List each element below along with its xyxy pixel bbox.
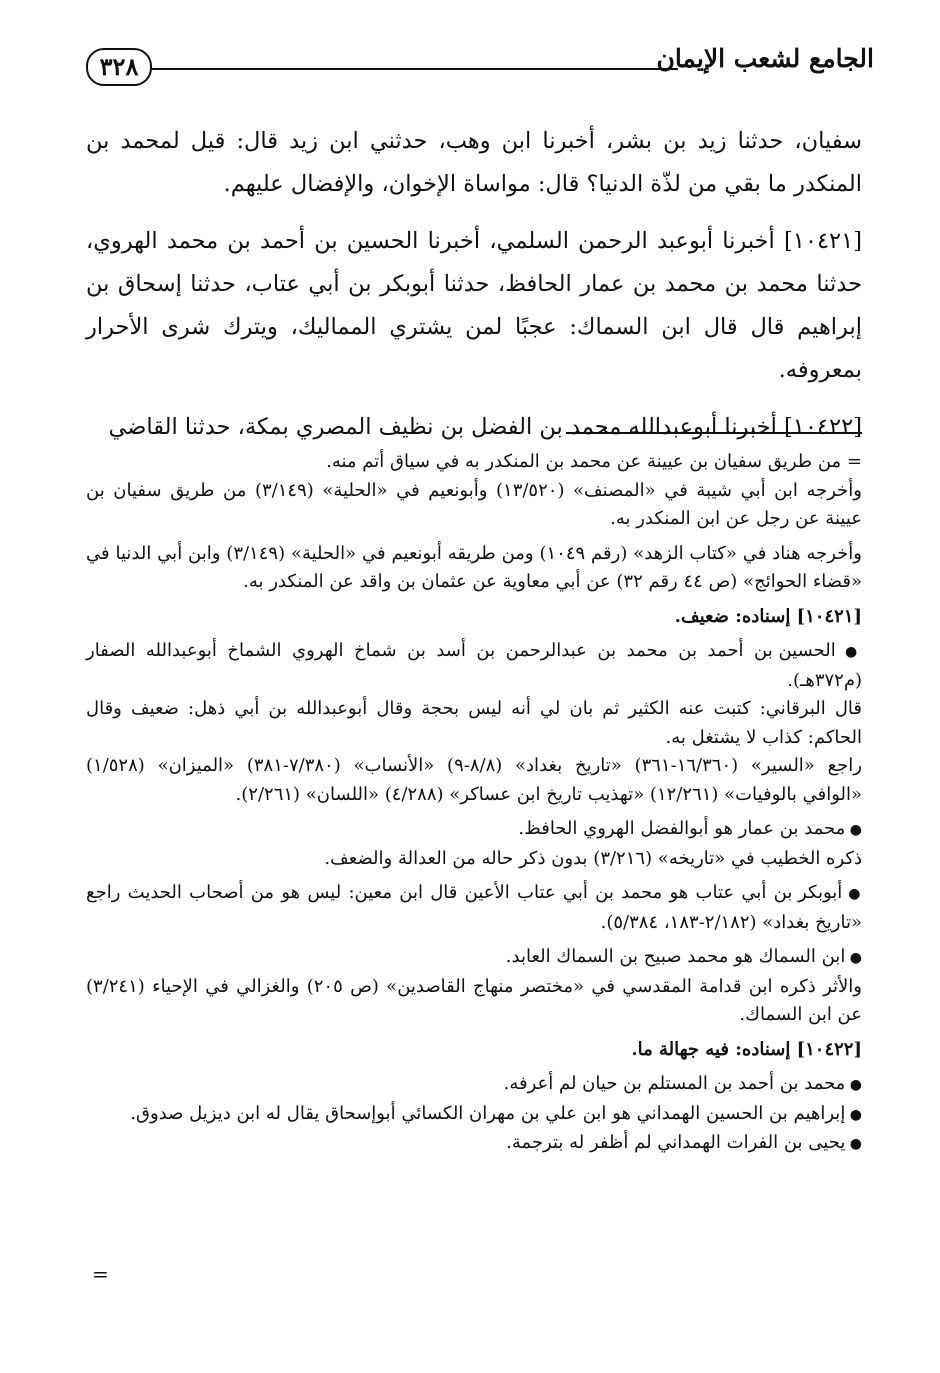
page-header: [86, 38, 874, 100]
footnote-line: راجع «السير» (١٦/٣٦٠-٣٦١) «تاريخ بغداد» (٨/٨-٩) «الأنساب» (٧/٣٨٠-٣٨١) «الميزان» (١/٥٢٨) «الوافي بالوفيات» (١٢/٢٦١) «تهذيب تاريخ ابن عساكر» (٤/٢٨٨) «اللسان» (٢/٢٦١).: [86, 755, 862, 805]
footnote-bullet: ● محمد بن أحمد بن المستلم بن حيان لم أعرفه.: [86, 1070, 862, 1100]
main-text: [86, 120, 862, 463]
footnote-line: وأخرجه هناد في «كتاب الزهد» (رقم ١٠٤٩) ومن طريقه أبونعيم في «الحلية» (٣/١٤٩) وابن أبي الدنيا في «قضاء الحوائج» (ص ٤٤ رقم ٣٢) عن أبي معاوية عن عثمان بن واقد عن المنكدر به.: [86, 542, 862, 592]
footnotes: [86, 448, 862, 1159]
main-paragraph: سفيان، حدثنا زيد بن بشر، أخبرنا ابن وهب، حدثني ابن زيد قال: قيل لمحمد بن المنكدر ما بقي من لذّة الدنيا؟ قال: مواساة الإخوان، والإفضال عليهم.: [86, 128, 862, 197]
footnote-bullet: ● ابن السماك هو محمد صبيح بن السماك العابد.: [86, 943, 862, 973]
footnote-heading: [١٠٤٢١] إسناده: ضعيف.: [674, 605, 862, 627]
running-title: الجامع لشعب الإيمان: [656, 44, 874, 73]
page-number: ٣٢٨: [86, 48, 152, 86]
continuation-mark: =: [92, 1262, 109, 1286]
main-paragraph: [١٠٤٢١] أخبرنا أبوعبد الرحمن السلمي، أخبرنا الحسين بن أحمد بن محمد الهروي، حدثنا محمد بن محمد بن عمار الحافظ، حدثنا أبوبكر بن أبي عتاب، حدثنا إسحاق بن إبراهيم قال قال ابن السماك: عجبًا لمن يشتري المماليك، ويترك شرى الأحرار بمعروفه.: [86, 228, 862, 383]
header-rule: [152, 68, 678, 70]
footnote-heading: [١٠٤٢٢] إسناده: فيه جهالة ما.: [631, 1038, 862, 1060]
footnote-line: = من طريق سفيان بن عيينة عن محمد بن المنكدر به في سياق أتم منه.: [326, 451, 862, 472]
footnote-bullet: ● الحسين بن أحمد بن محمد بن عبدالرحمن بن أسد بن شماخ الهروي الشماخ أبوعبدالله الصفار (م٣٧٢هـ).: [86, 637, 862, 695]
footnote-separator: [566, 432, 862, 434]
footnote-line: ذكره الخطيب في «تاريخه» (٣/٢١٦) بدون ذكر حاله من العدالة والضعف.: [324, 847, 862, 869]
footnote-bullet: ● يحيى بن الفرات الهمداني لم أظفر له بترجمة.: [86, 1129, 862, 1159]
footnote-line: قال البرقاني: كتبت عنه الكثير ثم بان لي أنه ليس بحجة وقال أبوعبدالله بن أبي ذهل: ضعيف وقال الحاكم: كذاب لا يشتغل به.: [86, 698, 862, 748]
footnote-line: والأثر ذكره ابن قدامة المقدسي في «مختصر منهاج القاصدين» (ص ٢٠٥) والغزالي في الإحياء (٣/٢٤١) عن ابن السماك.: [86, 975, 862, 1025]
footnote-bullet: ● إبراهيم بن الحسين الهمداني هو ابن علي بن مهران الكسائي أبوإسحاق يقال له ابن ديزيل صدوق.: [86, 1100, 862, 1130]
main-paragraph: [١٠٤٢٢] أخبرنا أبوعبدالله محمد بن الفضل بن نظيف المصري بمكة، حدثنا القاضي: [108, 414, 862, 440]
footnote-line: وأخرجه ابن أبي شيبة في «المصنف» (١٣/٥٢٠) وأبونعيم في «الحلية» (٣/١٤٩) من طريق سفيان بن عيينة عن رجل عن ابن المنكدر به.: [86, 479, 862, 529]
footnote-bullet: ● محمد بن عمار هو أبوالفضل الهروي الحافظ.: [86, 815, 862, 845]
footnote-bullet: ● أبوبكر بن أبي عتاب هو محمد بن أبي عتاب الأعين قال ابن معين: ليس هو من أصحاب الحديث راجع «تاريخ بغداد» (٢/١٨٢-١٨٣، ٥/٣٨٤).: [86, 879, 862, 937]
